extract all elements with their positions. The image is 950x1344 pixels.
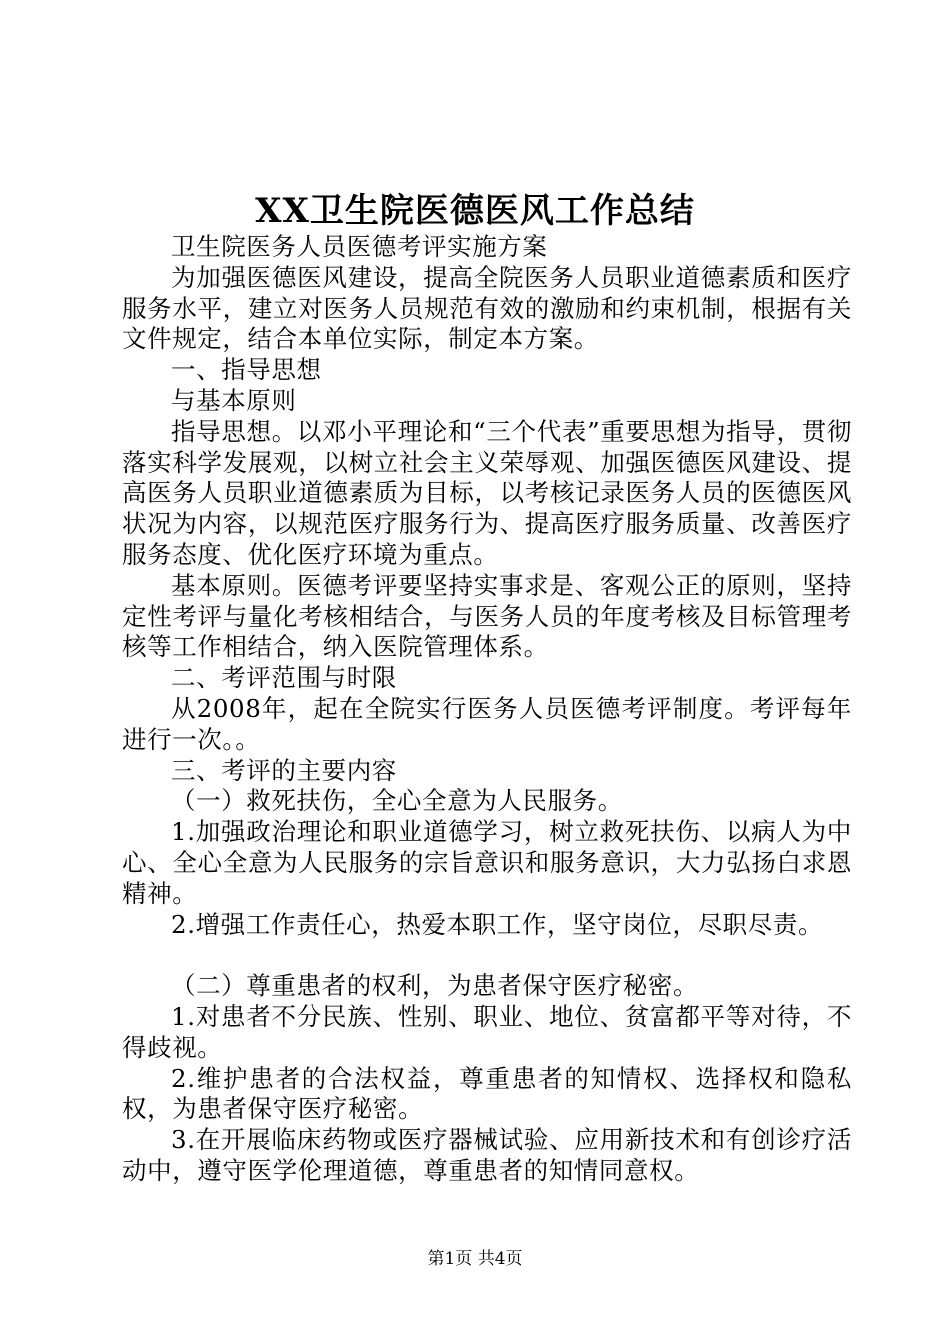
paragraph-guiding-thought: 指导思想。以邓小平理论和“三个代表”重要思想为指导，贯彻落实科学发展观，以树立社会主义荣辱观、加强医德医风建设、提高医务人员职业道德素质为目标，以考核记录医务人员的医德医风状况为内容，以规范医疗服务行为、提高医疗服务质量、改善医疗服务态度、优化医疗环境为重点。 xyxy=(122,416,852,569)
paragraph-intro: 为加强医德医风建设，提高全院医务人员职业道德素质和医疗服务水平，建立对医务人员规范有效的激励和约束机制，根据有关文件规定，结合本单位实际，制定本方案。 xyxy=(122,262,852,354)
blank-line xyxy=(122,940,852,971)
list-item: 2.增强工作责任心，热爱本职工作，坚守岗位，尽职尽责。 xyxy=(171,909,824,939)
section-heading-1: 一、指导思想 xyxy=(171,355,322,385)
section-heading-2: 二、考评范围与时限 xyxy=(171,663,397,693)
page-footer: 第1页 共4页 xyxy=(427,1249,523,1269)
subsection-heading-2: （二）尊重患者的权利，为患者保守医疗秘密。 xyxy=(171,971,699,1001)
subsection-heading-1: （一）救死扶伤，全心全意为人民服务。 xyxy=(171,786,623,816)
section-heading-1-cont: 与基本原则 xyxy=(171,385,297,415)
paragraph-subtitle: 卫生院医务人员医德考评实施方案 xyxy=(171,232,548,261)
document-title: XX卫生院医德医风工作总结 xyxy=(255,191,695,231)
list-item: 1.加强政治理论和职业道德学习，树立救死扶伤、以病人为中心、全心全意为人民服务的宗旨意识和服务意识，大力弘扬白求恩精神。 xyxy=(122,817,852,908)
document-body xyxy=(122,232,852,1187)
list-item: 1.对患者不分民族、性别、职业、地位、贫富都平等对待，不得歧视。 xyxy=(122,1001,852,1062)
list-item: 2.维护患者的合法权益，尊重患者的知情权、选择权和隐私权，为患者保守医疗秘密。 xyxy=(122,1063,852,1124)
list-item: 3.在开展临床药物或医疗器械试验、应用新技术和有创诊疗活动中，遵守医学伦理道德，尊重患者的知情同意权。 xyxy=(122,1125,852,1185)
section-heading-3: 三、考评的主要内容 xyxy=(171,755,397,785)
paragraph-basic-principle: 基本原则。医德考评要坚持实事求是、客观公正的原则，坚持定性考评与量化考核相结合，与医务人员的年度考核及目标管理考核等工作相结合，纳入医院管理体系。 xyxy=(122,570,852,662)
paragraph-scope: 从2008年，起在全院实行医务人员医德考评制度。考评每年进行一次。。 xyxy=(122,693,852,754)
